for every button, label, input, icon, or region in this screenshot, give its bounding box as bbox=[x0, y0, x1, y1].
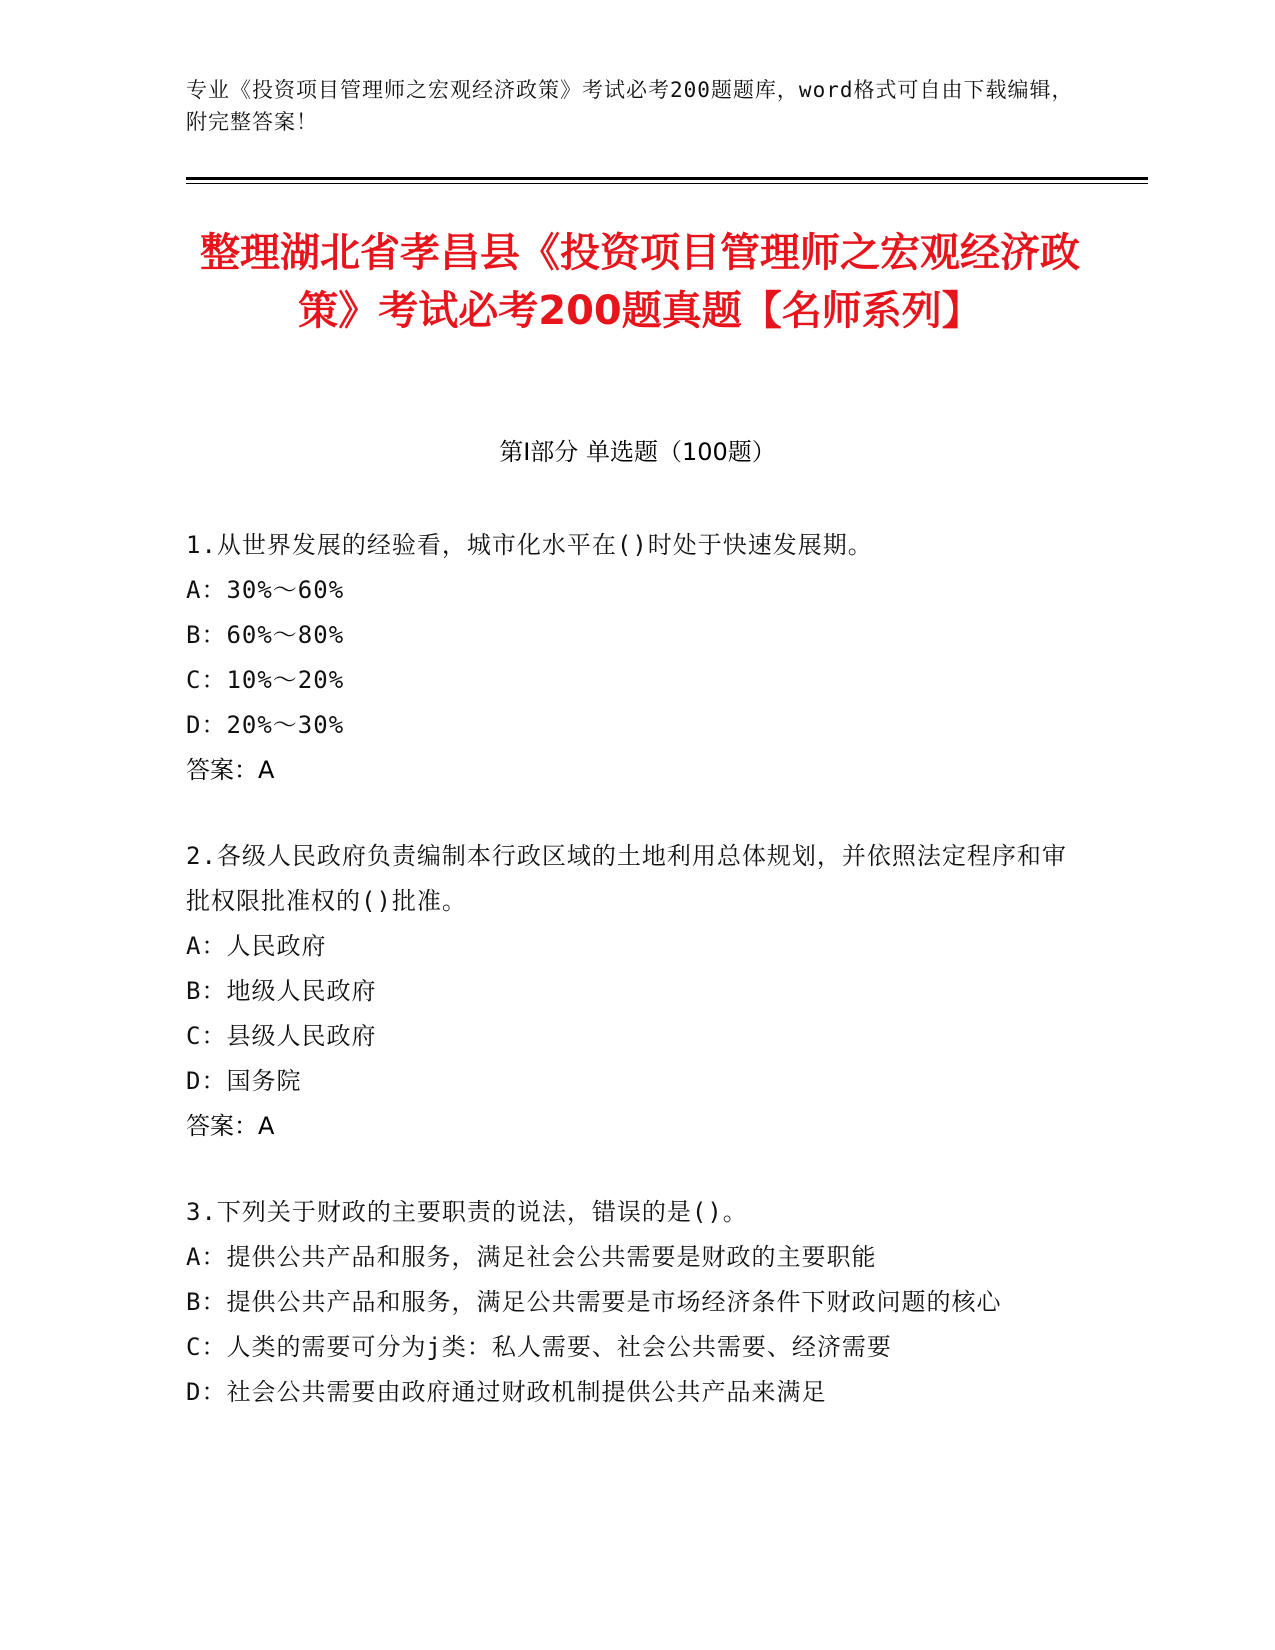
option-c: C：县级人民政府 bbox=[186, 1022, 377, 1050]
document-title: 整理湖北省孝昌县《投资项目管理师之宏观经济政策》考试必考200题真题【名师系列】 bbox=[200, 230, 1080, 334]
question-3 bbox=[186, 1190, 1086, 1415]
header-divider-thin bbox=[186, 183, 1148, 184]
question-stem: 2.各级人民政府负责编制本行政区域的土地利用总体规划，并依照法定程序和审批权限批准权的()批准。 bbox=[186, 842, 1067, 915]
question-1 bbox=[186, 523, 1086, 793]
section-title: 第Ⅰ部分 单选题（100题） bbox=[499, 438, 776, 466]
question-stem: 1.从世界发展的经验看，城市化水平在()时处于快速发展期。 bbox=[186, 531, 873, 559]
header-note: 专业《投资项目管理师之宏观经济政策》考试必考200题题库，word格式可自由下载编辑，附完整答案！ bbox=[186, 78, 1074, 134]
question-stem: 3.下列关于财政的主要职责的说法，错误的是()。 bbox=[186, 1198, 748, 1226]
option-d: D：20%～30% bbox=[186, 711, 345, 739]
option-b: B：60%～80% bbox=[186, 621, 345, 649]
option-a: A：30%～60% bbox=[186, 576, 345, 604]
option-a: A：人民政府 bbox=[186, 932, 327, 960]
option-b: B：提供公共产品和服务，满足公共需要是市场经济条件下财政问题的核心 bbox=[186, 1288, 1002, 1316]
question-list bbox=[186, 523, 1086, 1456]
question-2 bbox=[186, 834, 1086, 1149]
option-a: A：提供公共产品和服务，满足社会公共需要是财政的主要职能 bbox=[186, 1243, 877, 1271]
option-b: B：地级人民政府 bbox=[186, 977, 377, 1005]
answer: 答案：A bbox=[186, 756, 275, 784]
option-c: C：人类的需要可分为j类：私人需要、社会公共需要、经济需要 bbox=[186, 1333, 892, 1361]
option-c: C：10%～20% bbox=[186, 666, 345, 694]
header-divider-thick bbox=[186, 177, 1148, 180]
answer: 答案：A bbox=[186, 1112, 275, 1140]
option-d: D：社会公共需要由政府通过财政机制提供公共产品来满足 bbox=[186, 1378, 827, 1406]
option-d: D：国务院 bbox=[186, 1067, 302, 1095]
